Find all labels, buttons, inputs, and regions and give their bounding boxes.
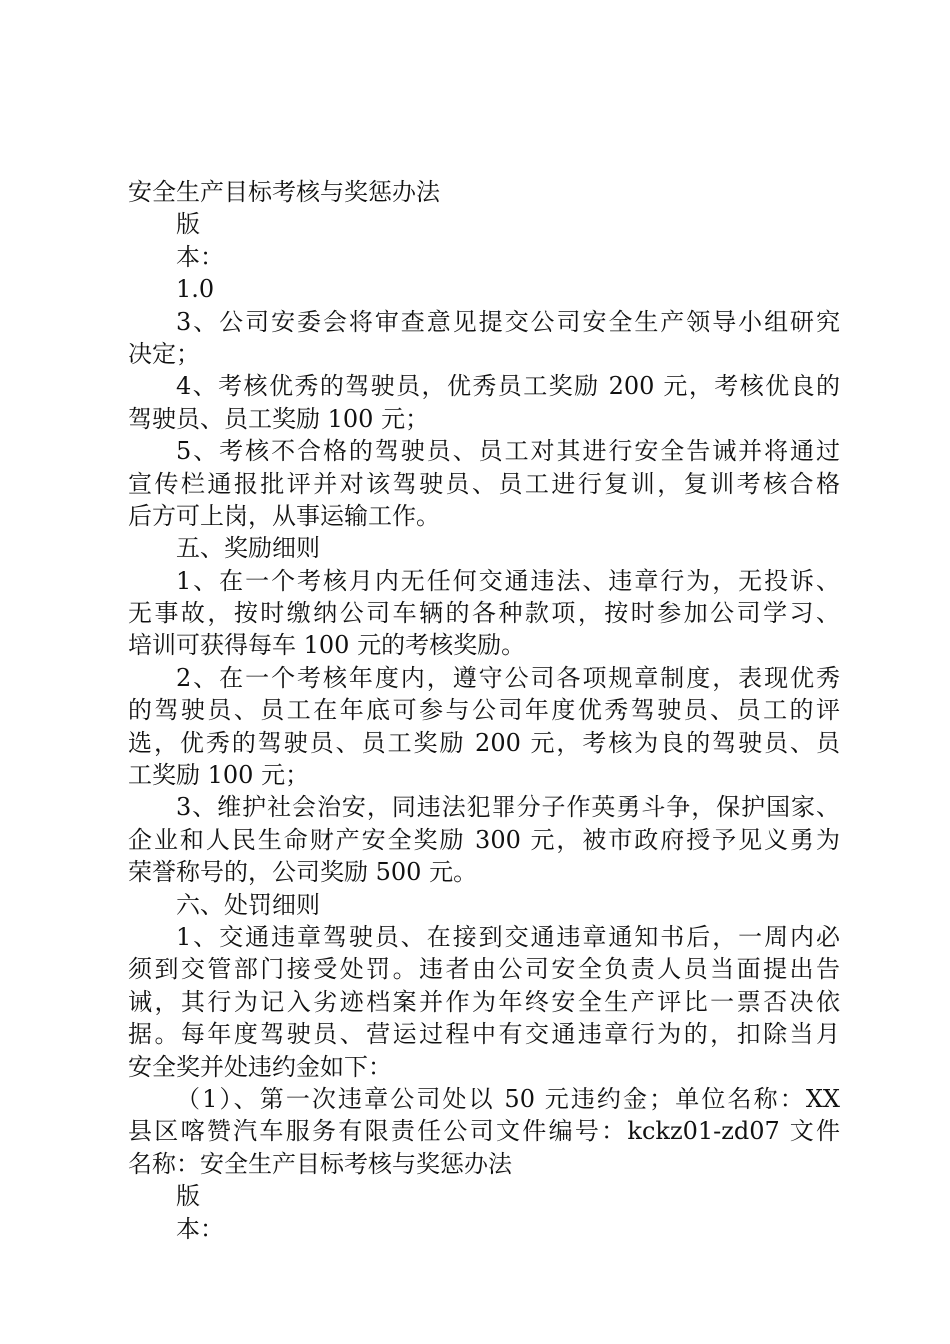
text-line: 荣誉称号的，公司奖励 500 元。 xyxy=(128,858,478,887)
text-line: 安全奖并处违约金如下： xyxy=(128,1052,392,1081)
text-line: 县区喀赞汽车服务有限责任公司文件编号：kckz01-zd07 文件 xyxy=(128,1117,840,1146)
text-line: 六、处罚细则 xyxy=(176,890,320,919)
text-line: 1.0 xyxy=(176,275,215,304)
text-line: （1）、第一次违章公司处以 50 元违约金；单位名称：XX xyxy=(176,1084,840,1113)
text-line: 后方可上岗，从事运输工作。 xyxy=(128,501,440,530)
text-line: 诫，其行为记入劣迹档案并作为年终安全生产评比一票否决依 xyxy=(128,987,840,1016)
text-line: 版 xyxy=(176,210,200,239)
text-line: 版 xyxy=(176,1182,200,1211)
text-line: 驾驶员、员工奖励 100 元； xyxy=(128,404,430,433)
text-line: 5、考核不合格的驾驶员、员工对其进行安全告诫并将通过 xyxy=(176,437,840,466)
document-title: 安全生产目标考核与奖惩办法 xyxy=(128,178,440,206)
text-line: 工奖励 100 元； xyxy=(128,761,310,790)
text-line: 3、维护社会治安，同违法犯罪分子作英勇斗争，保护国家、 xyxy=(176,793,840,822)
text-line: 本： xyxy=(176,1214,224,1243)
text-line: 企业和人民生命财产安全奖励 300 元，被市政府授予见义勇为 xyxy=(128,825,840,854)
document-body xyxy=(128,176,840,1245)
text-line: 4、考核优秀的驾驶员，优秀员工奖励 200 元，考核优良的 xyxy=(176,372,840,401)
text-line: 无事故，按时缴纳公司车辆的各种款项，按时参加公司学习、 xyxy=(128,599,840,628)
text-line: 培训可获得每车 100 元的考核奖励。 xyxy=(128,631,526,660)
text-line: 1、交通违章驾驶员、在接到交通违章通知书后，一周内必 xyxy=(176,922,840,951)
text-line: 宣传栏通报批评并对该驾驶员、员工进行复训，复训考核合格 xyxy=(128,469,840,498)
text-line: 须到交管部门接受处罚。违者由公司安全负责人员当面提出告 xyxy=(128,955,840,984)
text-line: 3、公司安委会将审查意见提交公司安全生产领导小组研究 xyxy=(176,307,840,336)
text-line: 五、奖励细则 xyxy=(176,534,320,563)
text-line: 名称：安全生产目标考核与奖惩办法 xyxy=(128,1149,512,1178)
text-line: 2、在一个考核年度内，遵守公司各项规章制度，表现优秀 xyxy=(176,663,840,692)
text-line: 选，优秀的驾驶员、员工奖励 200 元，考核为良的驾驶员、员 xyxy=(128,728,840,757)
text-line: 据。每年度驾驶员、营运过程中有交通违章行为的，扣除当月 xyxy=(128,1020,840,1049)
text-line: 决定； xyxy=(128,339,200,368)
text-line: 本： xyxy=(176,242,224,271)
text-line: 的驾驶员、员工在年底可参与公司年度优秀驾驶员、员工的评 xyxy=(128,696,840,725)
text-line: 1、在一个考核月内无任何交通违法、违章行为，无投诉、 xyxy=(176,566,840,595)
